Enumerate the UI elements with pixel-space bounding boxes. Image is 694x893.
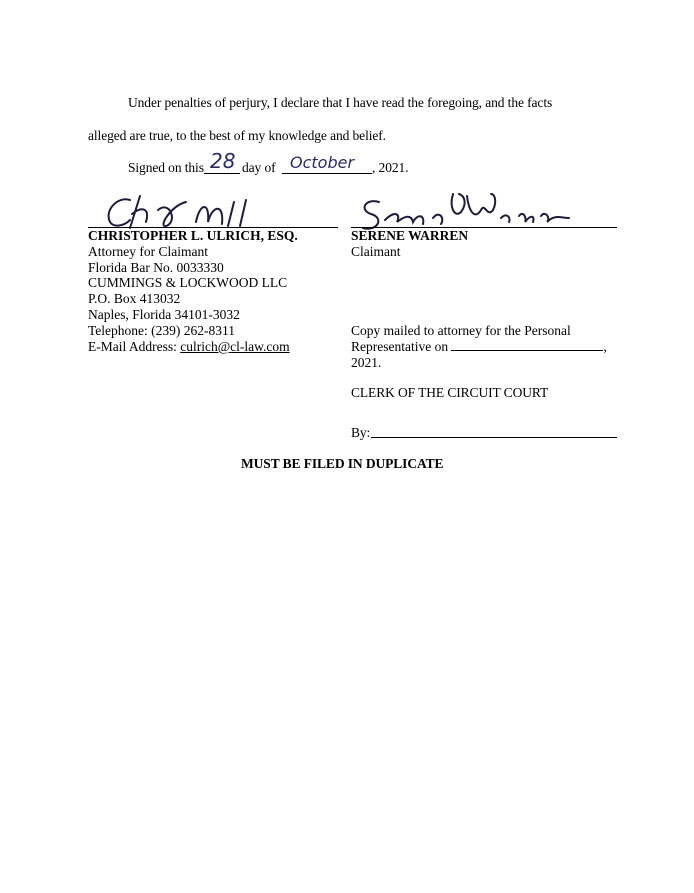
- day-of-label: day of: [242, 160, 276, 175]
- attorney-role: Attorney for Claimant: [88, 243, 208, 259]
- day-handwritten: 28: [210, 149, 236, 173]
- attorney-signature-image: [100, 192, 270, 232]
- copy-notice: [351, 323, 607, 370]
- claimant-name: SERENE WARREN: [351, 228, 469, 243]
- copy-notice-line-2: [351, 339, 607, 355]
- copy-notice-line-2-prefix: Representative on: [351, 338, 449, 354]
- month-handwritten: October: [290, 153, 355, 172]
- attorney-email-link[interactable]: culrich@cl-law.com: [180, 338, 290, 354]
- attorney-firm: CUMMINGS & LOCKWOOD LLC: [88, 275, 288, 291]
- attorney-phone: Telephone: (239) 262-8311: [88, 322, 236, 338]
- copy-notice-line-1: Copy mailed to attorney for the Personal: [351, 323, 571, 338]
- clerk-by-signature-line: [371, 437, 617, 438]
- clerk-by-label: By:: [351, 425, 371, 440]
- year-suffix: , 2021.: [372, 160, 409, 175]
- attorney-block: [88, 228, 298, 354]
- claimant-block: [351, 228, 468, 260]
- declaration-line-2: alleged are true, to the best of my knowledge and belief.: [88, 128, 386, 143]
- attorney-email-row: [88, 339, 298, 355]
- day-blank: [204, 173, 240, 174]
- copy-notice-line-2-suffix: ,: [603, 338, 607, 354]
- filing-notice: MUST BE FILED IN DUPLICATE: [241, 456, 444, 471]
- clerk-title: CLERK OF THE CIRCUIT COURT: [351, 385, 549, 400]
- attorney-po-box: P.O. Box 413032: [88, 291, 181, 307]
- attorney-email-label: E-Mail Address:: [88, 338, 177, 354]
- attorney-city: Naples, Florida 34101-3032: [88, 306, 240, 322]
- declaration-line-1: Under penalties of perjury, I declare that I have read the foregoing, and the facts: [128, 95, 553, 110]
- attorney-name: CHRISTOPHER L. ULRICH, ESQ.: [88, 228, 298, 243]
- signed-prefix: Signed on this: [128, 160, 204, 175]
- representative-date-blank: [451, 339, 603, 351]
- claimant-role: Claimant: [351, 243, 401, 259]
- copy-notice-line-3: 2021.: [351, 354, 382, 370]
- attorney-bar-number: Florida Bar No. 0033330: [88, 259, 224, 275]
- month-blank: [282, 173, 372, 174]
